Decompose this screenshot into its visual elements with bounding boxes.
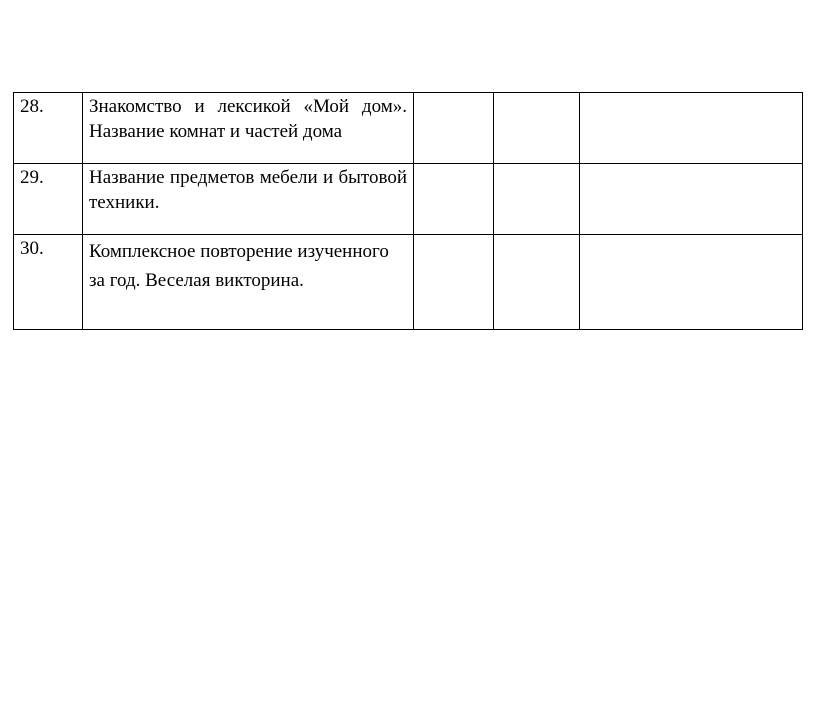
- empty-cell-date: [494, 93, 580, 164]
- lesson-topic-cell: [83, 235, 414, 330]
- lesson-plan-table: [13, 92, 803, 330]
- table-row: [14, 164, 803, 235]
- empty-cell-date: [494, 235, 580, 330]
- lesson-number-cell: [14, 164, 83, 235]
- lesson-number: 29.: [20, 167, 44, 188]
- lesson-number-cell: [14, 235, 83, 330]
- empty-cell-notes: [580, 164, 803, 235]
- lesson-number-cell: [14, 93, 83, 164]
- lesson-topic: Знакомство и лексикой «Мой дом». Название комнат и частей дома: [89, 96, 407, 142]
- empty-cell-hours: [414, 235, 494, 330]
- empty-cell-hours: [414, 164, 494, 235]
- lesson-number: 28.: [20, 96, 44, 117]
- lesson-topic-cell: [83, 164, 414, 235]
- lesson-topic: Комплексное повторение изученного за год. Веселая викторина.: [89, 241, 389, 292]
- empty-cell-notes: [580, 93, 803, 164]
- lesson-number: 30.: [20, 238, 44, 259]
- table-row: [14, 235, 803, 330]
- empty-cell-date: [494, 164, 580, 235]
- lesson-topic: Название предметов мебели и бытовой техники.: [89, 167, 407, 213]
- empty-cell-notes: [580, 235, 803, 330]
- table-row: [14, 93, 803, 164]
- lesson-topic-cell: [83, 93, 414, 164]
- empty-cell-hours: [414, 93, 494, 164]
